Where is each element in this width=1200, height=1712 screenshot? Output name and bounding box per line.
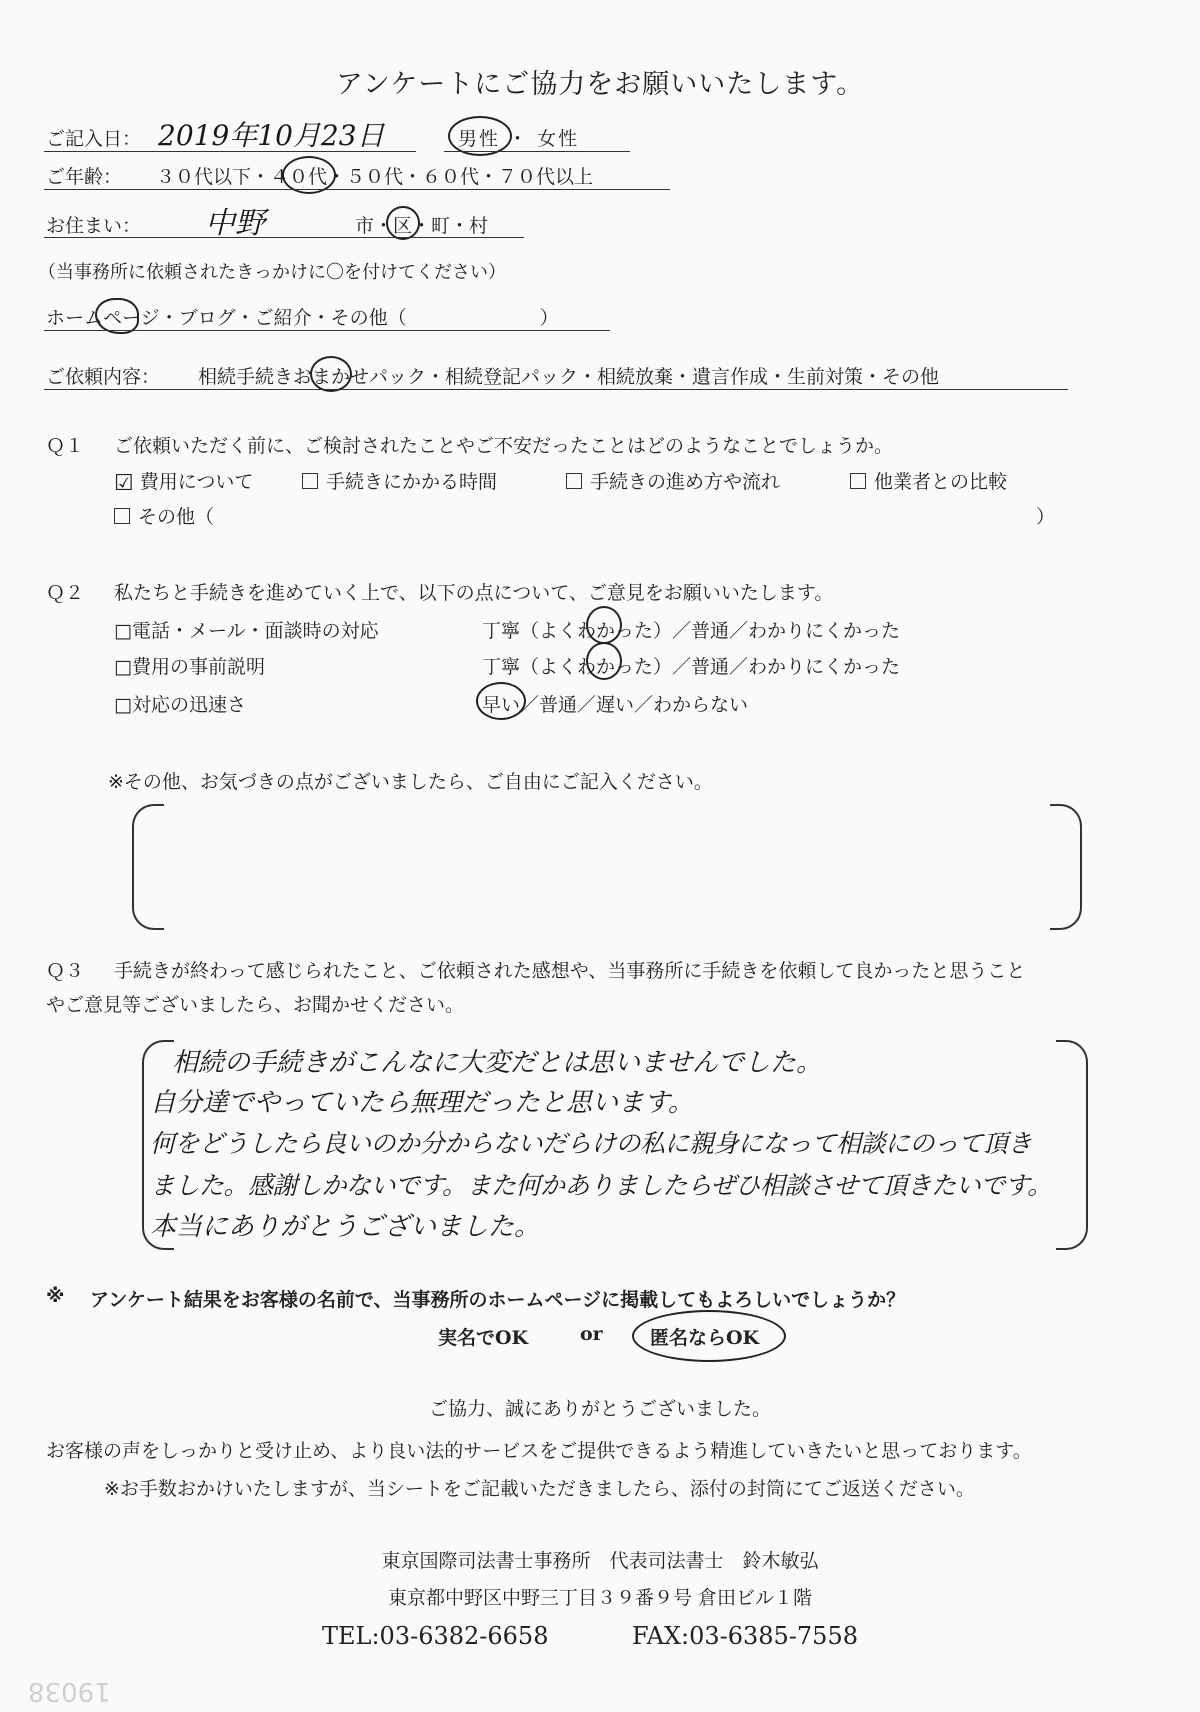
closing-return-note: ※お手数おかけいたしますが、当シートをご記載いただきましたら、添付の封筒にてご返送ください。 <box>104 1478 975 1500</box>
age-options: ３０代以下・４０代・５０代・６０代・７０代以上 <box>156 166 594 188</box>
q2-speed-selection-circle <box>476 682 526 720</box>
q3-question-line1: 手続きが終わって感じられたこと、ご依頼された感想や、当事務所に手続きを依頼して良かったと思うこと <box>114 960 1026 982</box>
q2-row-label-speed: □対応の迅速さ <box>114 694 246 716</box>
q2-row-scale-cost: 丁寧（よくわかった）／普通／わかりにくかった <box>482 656 901 678</box>
q1-option-cost[interactable]: ☑ 費用について <box>114 471 254 496</box>
residence-selection-circle <box>386 206 420 240</box>
comment-box-left-bracket <box>132 804 164 930</box>
checkbox-checked-icon: ☑ <box>114 471 134 496</box>
anonymous-selection-circle <box>632 1310 786 1362</box>
q1-option-time[interactable]: 手続きにかかる時間 <box>302 467 497 494</box>
gender-options: 男性 ・ 女性 <box>458 128 580 150</box>
q1-question: ご依頼いただく前に、ご検討されたことやご不安だったことはどのようなことでしょうか。 <box>114 435 894 457</box>
closing-thanks: ご協力、誠にありがとうございました。 <box>428 1398 771 1420</box>
publish-mark: ※ <box>46 1285 65 1307</box>
office-name: 東京国際司法書士事務所 代表司法書士 鈴木敏弘 <box>381 1550 819 1572</box>
source-selection-circle <box>95 298 139 334</box>
q1-other-close: ） <box>1036 506 1056 528</box>
q2-cost-selection-circle <box>586 642 622 680</box>
q1-option-comparison[interactable]: 他業者との比較 <box>850 467 1007 494</box>
q3-answer-line-4: ました。感謝しかないです。また何かありましたらぜひ相談させて頂きたいです。 <box>150 1171 1052 1200</box>
age-label: ご年齢： <box>46 166 123 188</box>
office-fax: FAX:03-6385-7558 <box>632 1622 858 1650</box>
q3-number: Ｑ３ <box>46 960 85 982</box>
q2-question: 私たちと手続きを進めていく上で、以下の点について、ご意見をお願いいたします。 <box>114 582 834 604</box>
publish-real-name-option[interactable]: 実名でOK <box>438 1327 529 1349</box>
q2-comment-prompt: ※その他、お気づきの点がございましたら、ご自由にご記入ください。 <box>108 771 713 793</box>
q2-row-label-cost: □費用の事前説明 <box>114 656 265 678</box>
q3-answer-line-3: 何をどうしたら良いのか分からないだらけの私に親身になって相談にのって頂き <box>150 1129 1032 1158</box>
checkbox-icon <box>566 473 582 489</box>
q2-row-scale-contact: 丁寧（よくわかった）／普通／わかりにくかった <box>482 620 901 642</box>
q2-row-label-contact: □電話・メール・面談時の対応 <box>114 620 379 642</box>
date-label: ご記入日： <box>46 128 142 150</box>
publish-question: アンケート結果をお客様の名前で、当事務所のホームページに掲載してもよろしいでしょうか？ <box>90 1289 906 1311</box>
q1-number: Ｑ１ <box>46 435 85 457</box>
survey-title: アンケートにご協力をお願いいたします。 <box>335 69 865 100</box>
office-tel: TEL:03-6382-6658 <box>322 1622 549 1650</box>
source-options: ホームページ・ブログ・ご紹介・その他（ ） <box>46 307 559 329</box>
date-value: 2019年10月23日 <box>158 119 385 152</box>
q3-answer-line-1: 相続の手続きがこんなに大変だとは思いませんでした。 <box>172 1048 823 1078</box>
q3-answer-line-5: 本当にありがとうございました。 <box>150 1212 541 1242</box>
q1-option-other[interactable]: その他（ <box>114 502 214 529</box>
checkbox-icon <box>114 508 130 524</box>
request-options: 相続手続きおまかせパック・相続登記パック・相続放棄・遺言作成・生前対策・その他 <box>198 366 940 388</box>
office-address: 東京都中野区中野三丁目３９番９号 倉田ビル１階 <box>387 1587 813 1609</box>
residence-label: お住まい： <box>46 215 142 237</box>
source-note: （当事務所に依頼されたきっかけに〇を付けてください） <box>38 262 506 283</box>
request-label: ご依頼内容： <box>46 366 161 388</box>
checkbox-icon <box>850 473 866 489</box>
q2-row-scale-speed: 早い／普通／遅い／わからない <box>482 694 749 716</box>
publish-anonymous-option[interactable]: 匿名ならOK <box>650 1327 760 1349</box>
q3-question-line2: やご意見等ございましたら、お聞かせください。 <box>46 994 465 1016</box>
request-selection-circle <box>310 356 352 392</box>
q1-option-process[interactable]: 手続きの進め方や流れ <box>566 467 780 494</box>
residence-value: 中野 <box>205 206 265 241</box>
publish-or: or <box>580 1323 603 1345</box>
residence-options: 市・区・町・村 <box>355 215 489 237</box>
q2-contact-selection-circle <box>586 606 622 644</box>
checkbox-icon <box>302 473 318 489</box>
q3-answer-line-2: 自分達でやっていたら無理だったと思います。 <box>150 1088 694 1118</box>
gender-selection-circle <box>448 116 512 156</box>
closing-message: お客様の声をしっかりと受け止め、より良い法的サービスをご提供できるよう精進していきたいと思っております。 <box>46 1440 1032 1462</box>
faint-stamp-number: 19038 <box>28 1676 111 1706</box>
q2-number: Ｑ２ <box>46 582 85 604</box>
answer-box-right-bracket <box>1056 1040 1088 1250</box>
comment-box-right-bracket <box>1050 804 1082 930</box>
